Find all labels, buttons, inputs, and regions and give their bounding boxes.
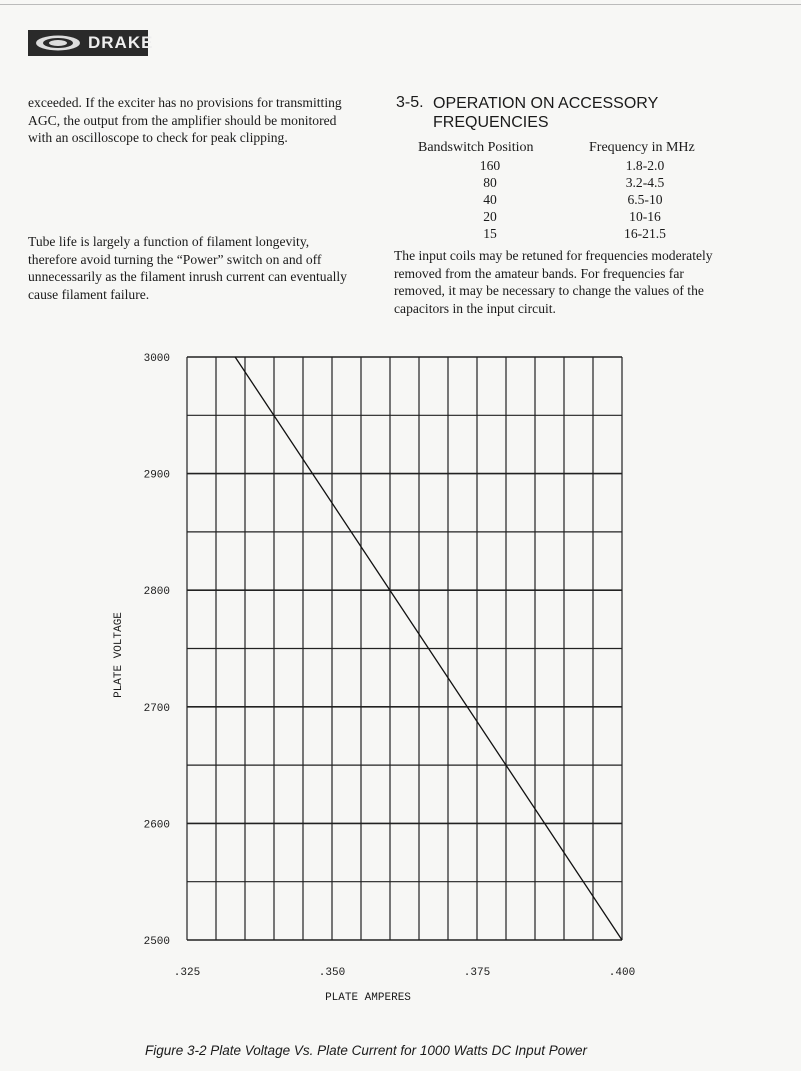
brand-name: DRAKE [88, 33, 154, 52]
y-tick-label: 3000 [143, 353, 170, 365]
table-cell-freq: 3.2-4.5 [625, 175, 665, 190]
table-cell-band: 15 [483, 226, 497, 241]
table-cell-band: 40 [483, 192, 497, 207]
figure-caption: Figure 3-2 Plate Voltage Vs. Plate Current for 1000 Watts DC Input Power [145, 1043, 587, 1058]
table-cell-freq: 6.5-10 [627, 192, 663, 207]
table-header-frequency: Frequency in MHz [589, 140, 695, 155]
section-title-line1: OPERATION ON ACCESSORY [433, 95, 659, 112]
table-cell-freq: 16-21.5 [624, 226, 666, 241]
x-tick-label: .325 [173, 967, 201, 979]
y-tick-label: 2700 [143, 702, 170, 715]
y-tick-label: 2900 [143, 469, 170, 482]
x-tick-label: .375 [463, 967, 491, 979]
table-cell-freq: 1.8-2.0 [625, 158, 665, 173]
section-number: 3-5. [396, 94, 424, 111]
table-cell-band: 20 [483, 209, 497, 224]
table-cell-freq: 10-16 [629, 209, 661, 224]
table-cell-band: 80 [483, 175, 497, 190]
table-cell-band: 160 [479, 158, 501, 173]
y-tick-label: 2600 [143, 819, 170, 832]
paragraph-tube-life: Tube life is largely a function of filament longevity, therefore avoid turning the “Power” switch on and off unnecessarily as the filament inrush current can eventually cause filament failure. [28, 234, 347, 302]
paragraph-input-coils: The input coils may be retuned for frequencies moderately removed from the amateur bands. For frequencies far removed, it may be necessary to change the values of the capacitors in the input circuit. [394, 248, 713, 316]
x-axis-label: PLATE AMPERES [325, 992, 411, 1004]
y-axis-label: PLATE VOLTAGE [113, 612, 125, 698]
y-tick-label: 2500 [143, 936, 170, 948]
paragraph-exciter-agc: exceeded. If the exciter has no provisions for transmitting AGC, the output from the amplifier should be monitored with an oscilloscope to check for peak clipping. [28, 95, 342, 145]
y-tick-label: 2800 [143, 586, 170, 599]
x-tick-label: .400 [608, 967, 636, 979]
x-tick-label: .350 [318, 967, 346, 979]
section-title-line2: FREQUENCIES [433, 114, 549, 131]
table-header-bandswitch: Bandswitch Position [418, 140, 534, 155]
